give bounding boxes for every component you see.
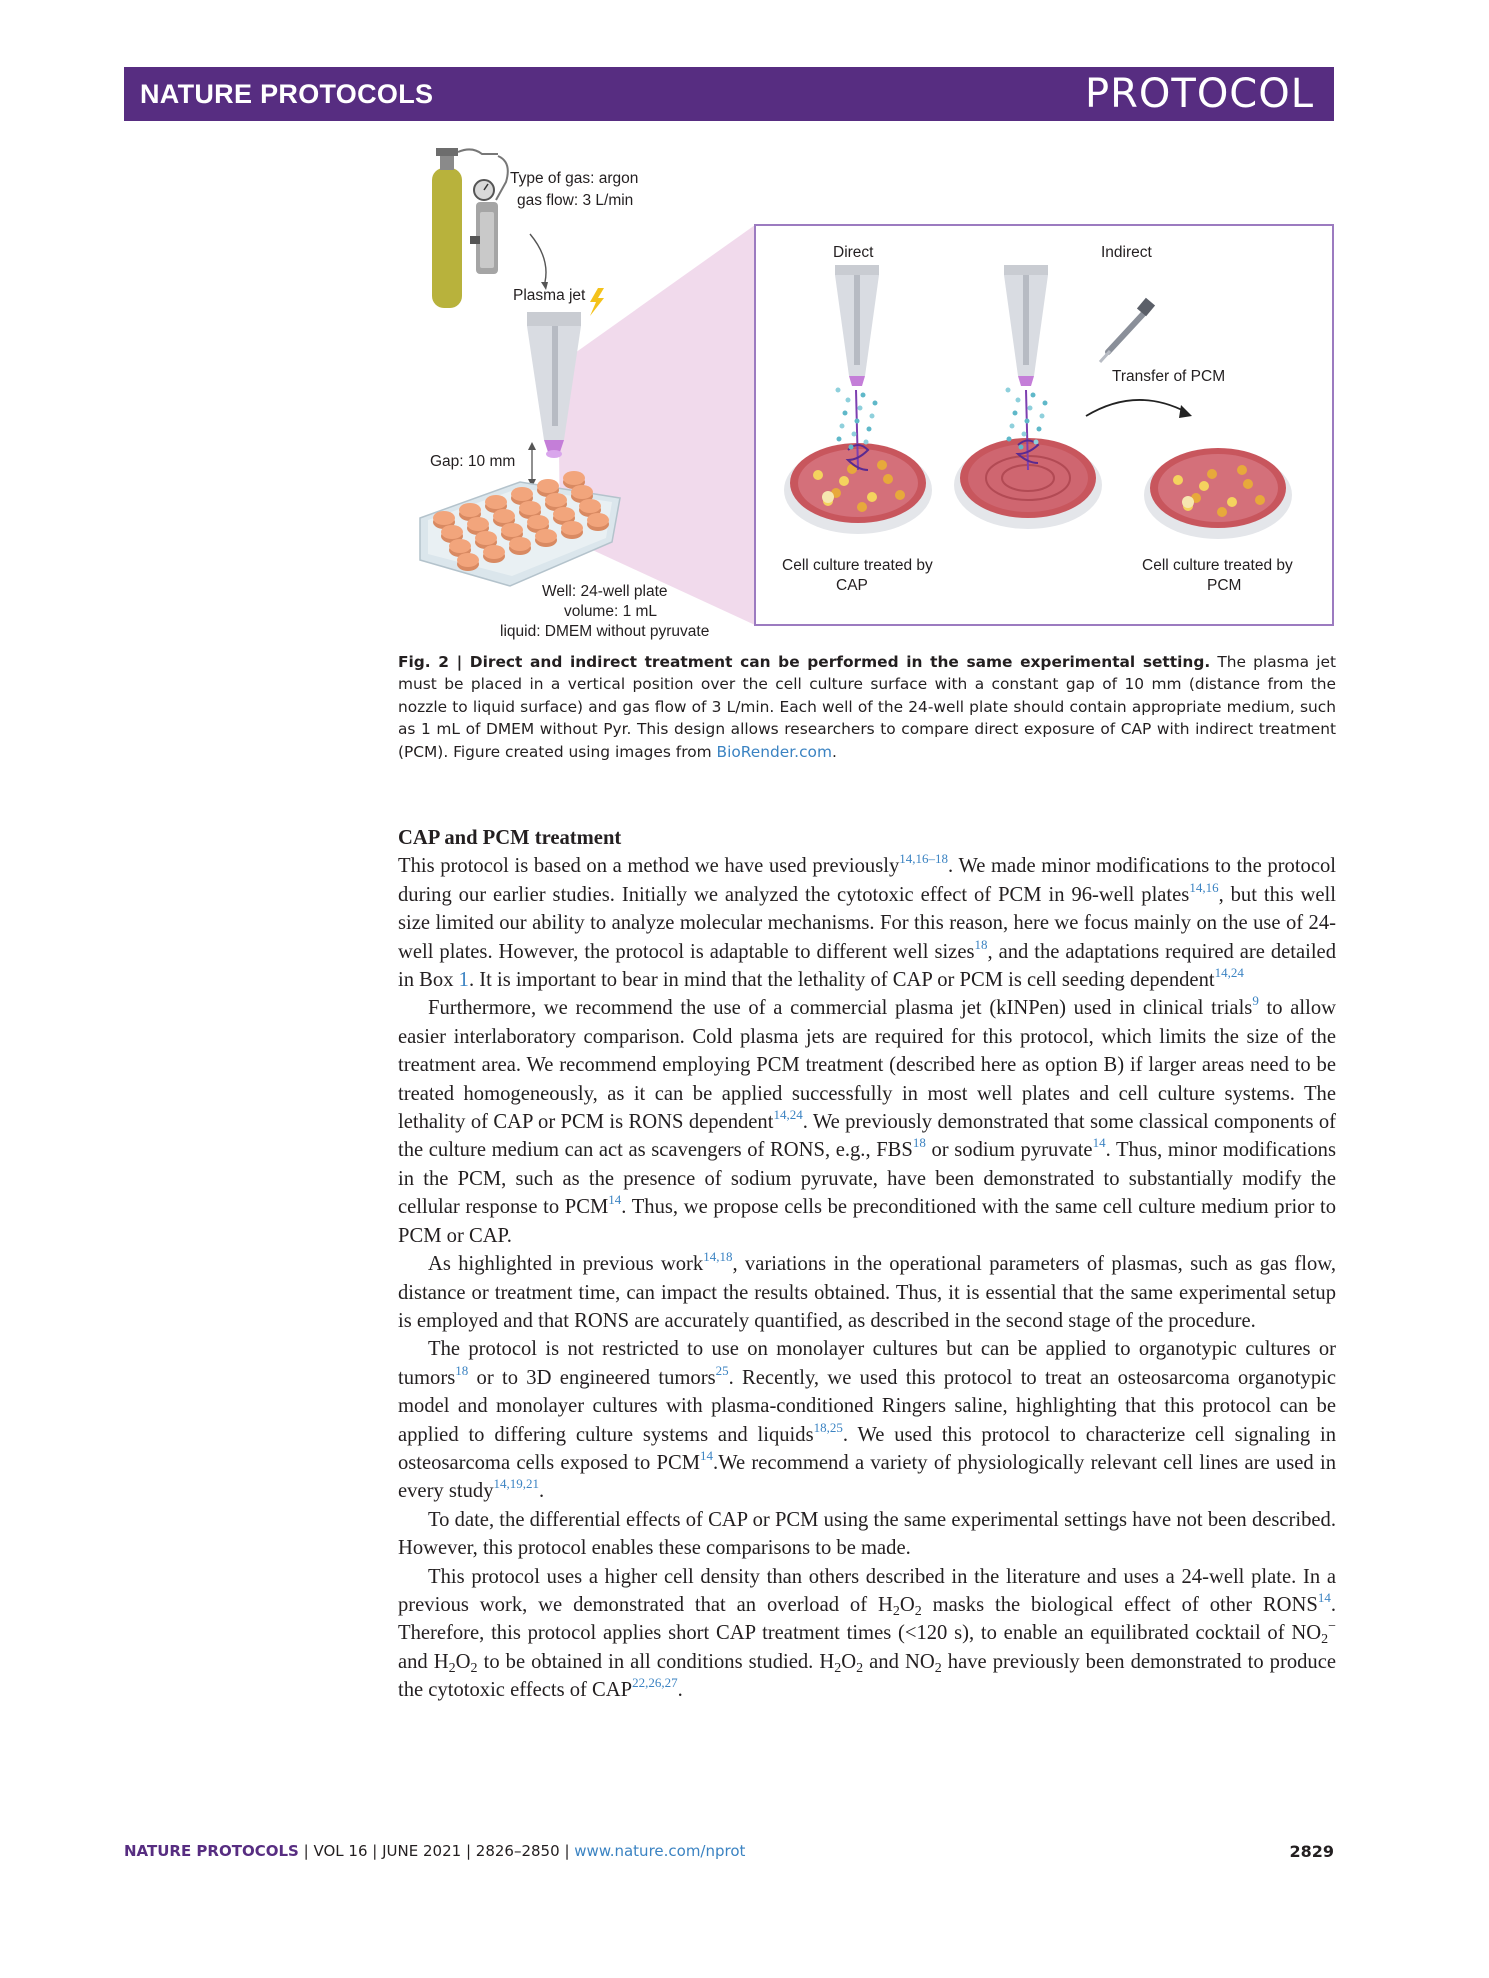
cell (1255, 495, 1265, 505)
gas-flow-label: gas flow: 3 L/min (517, 192, 634, 209)
well-top (493, 509, 515, 523)
citation[interactable]: 18 (912, 1135, 926, 1151)
well-top (519, 501, 541, 515)
well-type-label: Well: 24-well plate (542, 583, 668, 600)
well-top (475, 531, 497, 545)
gas-type-label: Type of gas: argon (510, 170, 639, 187)
citation[interactable]: 9 (1252, 993, 1259, 1009)
lightning-icon (590, 288, 604, 316)
cell (1199, 481, 1209, 491)
rons-dot (836, 388, 841, 393)
well-top (527, 515, 549, 529)
rons-dot (867, 427, 872, 432)
well-top (457, 553, 479, 567)
cap-result-label-line2: CAP (836, 577, 868, 594)
paragraph-4: The protocol is not restricted to use on monolayer cultures but can be applied to organotypic cultures or tumors$^{18}$ or to 3D engineered tumors$^{25}$. Recently, we used this protocol to treat an osteosarcoma organotypic model and monolayer cultures with plasma-conditioned Ringers saline, highlighting that this protocol can be applied to differing culture systems and liquids$^{18,25}$. We used this protocol to characterize cell signaling in osteosarcoma cells exposed to PCM$^{14}$.We recommend a variety of physiologically relevant cell lines are used in every study$^{14,19,21}$. (398, 1338, 1336, 1503)
well-top (571, 485, 593, 499)
well-top (545, 493, 567, 507)
rons-dot (855, 419, 860, 424)
paragraph-2: Furthermore, we recommend the use of a commercial plasma jet (kINPen) used in clinical trials$^9$ to allow easier interlaboratory comparison. Cold plasma jets are required for this protocol, which limits the size of the treatment area. We recommend employing PCM treatment (described here as option B) if larger areas need to be treated homogeneously, as it can be applied successfully in most well plates and cell culture systems. The lethality of CAP or PCM is RONS dependent$^{14,24}$. We previously demonstrated that some classical components of the culture medium can act as scavengers of RONS, e.g., FBS$^{18}$ or sodium pyruvate$^{14}$. Thus, minor modifications in the PCM, such as the presence of sodium pyruvate, have been demonstrated to substantially modify the cellular response to PCM$^{14}$. Thus, we propose cells be preconditioned with the same cell culture medium prior to PCM or CAP. (398, 993, 1336, 1247)
pcm-result-label-line1: Cell culture treated by (1142, 557, 1293, 574)
gap-label: Gap: 10 mm (430, 453, 516, 470)
figure-caption: Fig. 2 | Direct and indirect treatment can be performed in the same experimental setting. The plasma jet must be placed in a vertical position over the cell culture surface with a constant gap of 10 mm (distance from the nozzle to liquid surface) and gas flow of 3 L/min. Each well of the 24-well plate should contain appropriate medium, such as 1 mL of DMEM without Pyr. This design allows researchers to compare direct exposure of CAP with indirect treatment (PCM). Figure created using images from BioRender.com. (398, 653, 1336, 761)
citation[interactable]: 14,24 (1214, 965, 1244, 981)
cell (813, 470, 823, 480)
rons-dot (852, 432, 857, 437)
rons-dot (1043, 401, 1048, 406)
citation[interactable]: 22,26,27 (632, 1675, 678, 1691)
rons-dot (1040, 414, 1045, 419)
cell (1217, 507, 1227, 517)
citation[interactable]: 18,25 (813, 1419, 843, 1435)
figure-2 (400, 140, 1340, 640)
cell (895, 490, 905, 500)
citation[interactable]: 14,24 (773, 1107, 803, 1123)
footer-journal: NATURE PROTOCOLS (124, 1842, 299, 1860)
citation[interactable]: 18 (974, 936, 988, 952)
citation[interactable]: 14,19,21 (493, 1476, 540, 1492)
citation[interactable]: 25 (715, 1362, 729, 1378)
well-top (561, 521, 583, 535)
well-top (467, 517, 489, 531)
body-text (398, 824, 1336, 1705)
cell (1207, 469, 1217, 479)
well-top (553, 507, 575, 521)
rons-dot (1019, 445, 1024, 450)
pcm-result-label-line2: PCM (1207, 577, 1242, 594)
well-top (537, 479, 559, 493)
well-top (579, 499, 601, 513)
rons-dot (1010, 424, 1015, 429)
well-liquid-label: liquid: DMEM without pyruvate (500, 623, 710, 640)
well-top (449, 539, 471, 553)
citation[interactable]: 14 (608, 1192, 622, 1208)
gas-to-jet-arrow (530, 234, 546, 282)
well-top (441, 525, 463, 539)
well-top (501, 523, 523, 537)
well-top (433, 511, 455, 525)
citation[interactable]: 14,18 (703, 1249, 733, 1265)
footer-date: JUNE 2021 (382, 1842, 462, 1860)
plasma-jet-label: Plasma jet (513, 287, 586, 304)
gas-cylinder-icon (432, 148, 508, 308)
section-heading: CAP and PCM treatment (398, 827, 622, 849)
cell (883, 474, 893, 484)
indirect-label: Indirect (1101, 244, 1152, 261)
cell (877, 460, 887, 470)
well-top (509, 537, 531, 551)
cell (1173, 475, 1183, 485)
cell (1227, 497, 1237, 507)
paragraph-3: As highlighted in previous work$^{14,18}$, variations in the operational parameters of plasmas, such as gas flow, distance or treatment time, can impact the results obtained. Thus, it is essential that the same experimental setup is employed and that RONS are accurately quantified, as described in the second stage of the procedure. (398, 1249, 1336, 1332)
well-top (535, 529, 557, 543)
cell (839, 476, 849, 486)
rons-dot (1007, 437, 1012, 442)
article-type: PROTOCOL (1084, 71, 1314, 117)
rons-dot (864, 440, 869, 445)
rons-dot (1022, 432, 1027, 437)
rons-dot (1013, 411, 1018, 416)
footer-volume: VOL 16 (313, 1842, 368, 1860)
citation[interactable]: 14 (700, 1447, 714, 1463)
transfer-pcm-label: Transfer of PCM (1112, 368, 1226, 385)
journal-header-bar (124, 67, 1334, 121)
gap-arrow-up-icon (528, 442, 536, 450)
well-volume-label: volume: 1 mL (564, 603, 658, 620)
footer-pages: 2826–2850 (475, 1842, 560, 1860)
well-top (459, 503, 481, 517)
page-footer: NATURE PROTOCOLS | VOL 16 | JUNE 2021 | 2826–2850 | www.nature.com/nprot 2829 (124, 1842, 1334, 1861)
rons-dot (1028, 406, 1033, 411)
well-top (563, 471, 585, 485)
well-top (511, 487, 533, 501)
rons-dot (1037, 427, 1042, 432)
rons-dot (849, 445, 854, 450)
cell (857, 502, 867, 512)
direct-label: Direct (833, 244, 874, 261)
well-plate-icon (420, 471, 620, 586)
well-top (485, 495, 507, 509)
cell (867, 492, 877, 502)
rons-dot (861, 393, 866, 398)
rons-dot (846, 398, 851, 403)
footer-url-link[interactable]: www.nature.com/nprot (574, 1842, 746, 1860)
caption-text: The plasma jet must be placed in a vertical position over the cell culture surface with a constant gap of 10 mm (distance from the nozzle to liquid surface) and gas flow of 3 L/min. Each well of the 24-well plate should contain appropriate medium, such as 1 mL of DMEM without Pyr. This design allows researchers to compare direct exposure of CAP with indirect treatment (PCM). Figure created using images from (398, 653, 1336, 761)
rons-dot (1025, 419, 1030, 424)
rons-dot (1016, 398, 1021, 403)
well-top (483, 545, 505, 559)
paragraph-6: This protocol uses a higher cell density than others described in the literature and uses a 24-well plate. In a previous work, we demonstrated that an overload of $H_2O_2$ masks the biological effect of other RONS$^{14}$. Therefore, this protocol applies short CAP treatment times (<120 s), to enable an equilibrated cocktail of $NO_2^-$ and $H_2O_2$ to be obtained in all conditions studied. $H_2O_2$ and $NO_2$ have previously been demonstrated to produce the cytotoxic effects of CAP$^{22,26,27}$. (398, 1565, 1336, 1702)
biorender-link[interactable]: BioRender.com (716, 742, 832, 761)
citation[interactable]: 14 (1092, 1135, 1106, 1151)
rons-dot (1006, 388, 1011, 393)
cap-result-label-line1: Cell culture treated by (782, 557, 933, 574)
journal-name: NATURE PROTOCOLS (140, 79, 434, 109)
citation[interactable]: 14,16–18 (899, 851, 949, 867)
cell (822, 491, 834, 503)
box-link[interactable]: 1 (458, 969, 469, 992)
rons-dot (837, 437, 842, 442)
rons-dot (873, 401, 878, 406)
page-number: 2829 (1289, 1842, 1334, 1861)
rons-dot (1031, 393, 1036, 398)
citation[interactable]: 18 (455, 1362, 469, 1378)
citation[interactable]: 14 (1317, 1589, 1331, 1605)
cell (1243, 479, 1253, 489)
rons-dot (870, 414, 875, 419)
cell (1182, 496, 1194, 508)
cell (1237, 465, 1247, 475)
paragraph-1: This protocol is based on a method we have used previously$^{14,16-18}$. We made minor modifications to the protocol during our earlier studies. Initially we analyzed the cytotoxic effect of PCM in 96-well plates$^{14,16}$, but this well size limited our ability to analyze molecular mechanisms. For this reason, here we focus mainly on the use of 24-well plates. However, the protocol is adaptable to different well sizes$^{18}$, and the adaptations required are detailed in Box 1. It is important to bear in mind that the lethality of CAP or PCM is cell seeding dependent$^{14,24}$ (398, 851, 1336, 992)
rons-dot (840, 424, 845, 429)
rons-dot (858, 406, 863, 411)
caption-title: Fig. 2 | Direct and indirect treatment can be performed in the same experimental setting. (398, 653, 1211, 671)
paragraph-5: To date, the differential effects of CAP or PCM using the same experimental settings have not been described. However, this protocol enables these comparisons to be made. (398, 1508, 1336, 1560)
well-top (587, 513, 609, 527)
rons-dot (1034, 440, 1039, 445)
zoom-cone (558, 225, 755, 625)
rons-dot (843, 411, 848, 416)
citation[interactable]: 14,16 (1189, 879, 1219, 895)
